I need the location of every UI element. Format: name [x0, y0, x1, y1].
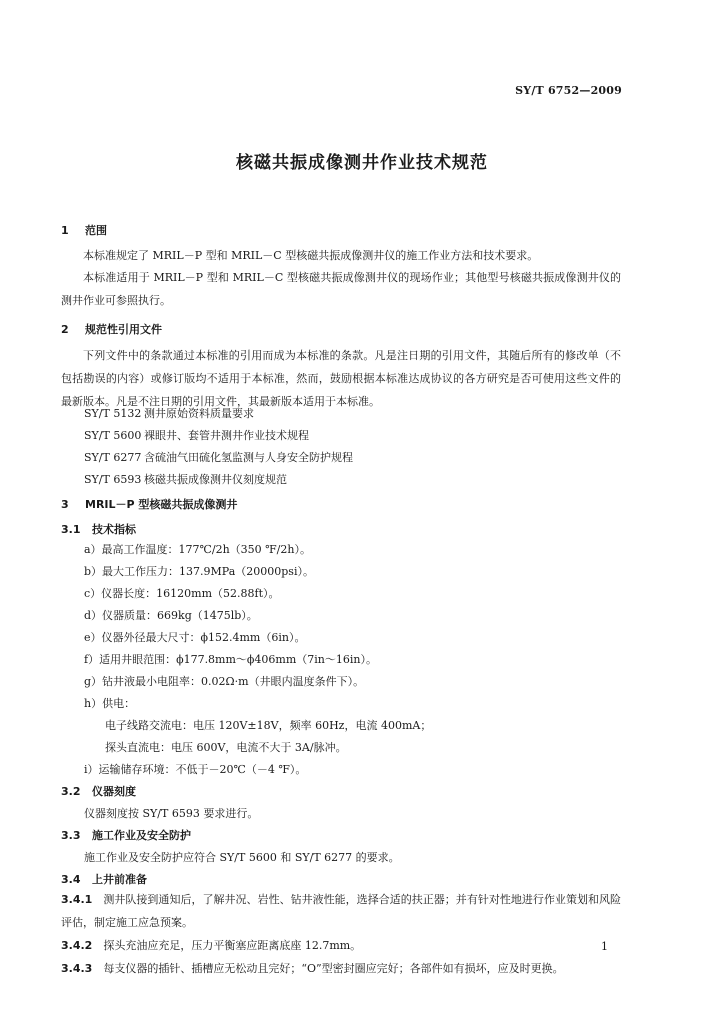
- reference-item: [84, 405, 254, 421]
- subsection-3-3-text: 施工作业及安全防护应符合 SY/T 5600 和 SY/T 6277 的要求。: [84, 851, 400, 864]
- subsection-3-2-heading: [61, 783, 136, 799]
- reference-code: SY/T 6593: [84, 473, 142, 486]
- clause-text: 测井队接到通知后，了解井况、岩性、钻井液性能，选择合适的扶正器；并有针对性地进行作业策划和风险评估，制定施工应急预案。: [61, 893, 621, 929]
- section-title: MRIL－P 型核磁共振成像测井: [85, 498, 238, 511]
- reference-code: SY/T 6277: [84, 451, 142, 464]
- section-title: 范围: [85, 224, 107, 237]
- page-number: 1: [601, 940, 608, 953]
- section-1-paragraph-2: 本标准适用于 MRIL－P 型和 MRIL－C 型核磁共振成像测井仪的现场作业；其他型号核磁共振成像测井仪的测井作业可参照执行。: [61, 271, 621, 307]
- subsection-title: 技术指标: [92, 523, 136, 536]
- subsection-3-1-heading: [61, 521, 136, 537]
- power-ac: 电子线路交流电：电压 120V±18V，频率 60Hz，电流 400mA；: [105, 719, 432, 732]
- spec-item-e: e）仪器外径最大尺寸：ϕ152.4mm（6in）。: [84, 631, 306, 644]
- section-number: 2: [61, 323, 69, 336]
- clause-3-4-2: [61, 934, 621, 957]
- subsection-title: 施工作业及安全防护: [92, 829, 191, 842]
- subsection-3-3-heading: [61, 827, 191, 843]
- section-number: 3: [61, 498, 69, 511]
- subsection-3-2-text: 仪器刻度按 SY/T 6593 要求进行。: [84, 807, 259, 820]
- power-dc: 探头直流电：电压 600V，电流不大于 3A/脉冲。: [105, 741, 347, 754]
- reference-title: 核磁共振成像测井仪刻度规范: [144, 473, 287, 486]
- reference-item: [84, 427, 309, 443]
- spec-item-d: d）仪器质量：669kg（1475lb）。: [84, 609, 258, 622]
- clause-text: 每支仪器的插针、插槽应无松动且完好；“O”型密封圈应完好；各部件如有损坏，应及时更换。: [103, 962, 564, 975]
- subsection-number: 3.4: [61, 873, 81, 886]
- reference-code: SY/T 5132: [84, 407, 142, 420]
- spec-item-h: h）供电：: [84, 697, 136, 710]
- section-number: 1: [61, 224, 69, 237]
- clause-text: 探头充油应充足，压力平衡塞应距离底座 12.7mm。: [103, 939, 362, 952]
- spec-item-f: f）适用井眼范围：ϕ177.8mm～ϕ406mm（7in～16in）。: [84, 653, 377, 666]
- spec-item-i: i）运输储存环境：不低于－20℃（－4 ℉）。: [84, 763, 307, 776]
- clause-number: 3.4.2: [61, 939, 93, 952]
- subsection-3-4-heading: [61, 871, 147, 887]
- subsection-number: 3.3: [61, 829, 81, 842]
- section-title: 规范性引用文件: [85, 323, 162, 336]
- reference-title: 测井原始资料质量要求: [144, 407, 254, 420]
- subsection-title: 仪器刻度: [92, 785, 136, 798]
- section-3-heading: [61, 496, 237, 512]
- clause-number: 3.4.1: [61, 893, 93, 906]
- reference-item: [84, 471, 287, 487]
- reference-item: [84, 449, 353, 465]
- clause-3-4-1: [61, 888, 621, 934]
- clause-3-4-3: [61, 957, 601, 980]
- section-2-intro: 下列文件中的条款通过本标准的引用而成为本标准的条款。凡是注日期的引用文件，其随后所有的修改单（不包括勘误的内容）或修订版均不适用于本标准，然而，鼓励根据本标准达成协议的各方研究是否可使用这些文件的最新版本。凡是不注日期的引用文件，其最新版本适用于本标准。: [61, 349, 621, 408]
- reference-title: 含硫油气田硫化氢监测与人身安全防护规程: [144, 451, 353, 464]
- document-title: 核磁共振成像测井作业技术规范: [236, 153, 488, 173]
- reference-code: SY/T 5600: [84, 429, 142, 442]
- reference-title: 裸眼井、套管井测井作业技术规程: [144, 429, 309, 442]
- spec-item-b: b）最大工作压力：137.9MPa（20000psi）。: [84, 565, 314, 578]
- clause-number: 3.4.3: [61, 962, 93, 975]
- spec-item-a: a）最高工作温度：177℃/2h（350 ℉/2h）。: [84, 543, 311, 556]
- spec-item-c: c）仪器长度：16120mm（52.88ft）。: [84, 587, 280, 600]
- subsection-number: 3.1: [61, 523, 81, 536]
- subsection-number: 3.2: [61, 785, 81, 798]
- subsection-title: 上井前准备: [92, 873, 147, 886]
- section-2-heading: [61, 321, 162, 337]
- standard-code: SY/T 6752—2009: [515, 84, 622, 97]
- section-1-heading: [61, 222, 107, 238]
- spec-item-g: g）钻井液最小电阻率：0.02Ω·m（井眼内温度条件下）。: [84, 675, 365, 688]
- section-1-paragraph-1: 本标准规定了 MRIL－P 型和 MRIL－C 型核磁共振成像测井仪的施工作业方法和技术要求。: [83, 249, 539, 262]
